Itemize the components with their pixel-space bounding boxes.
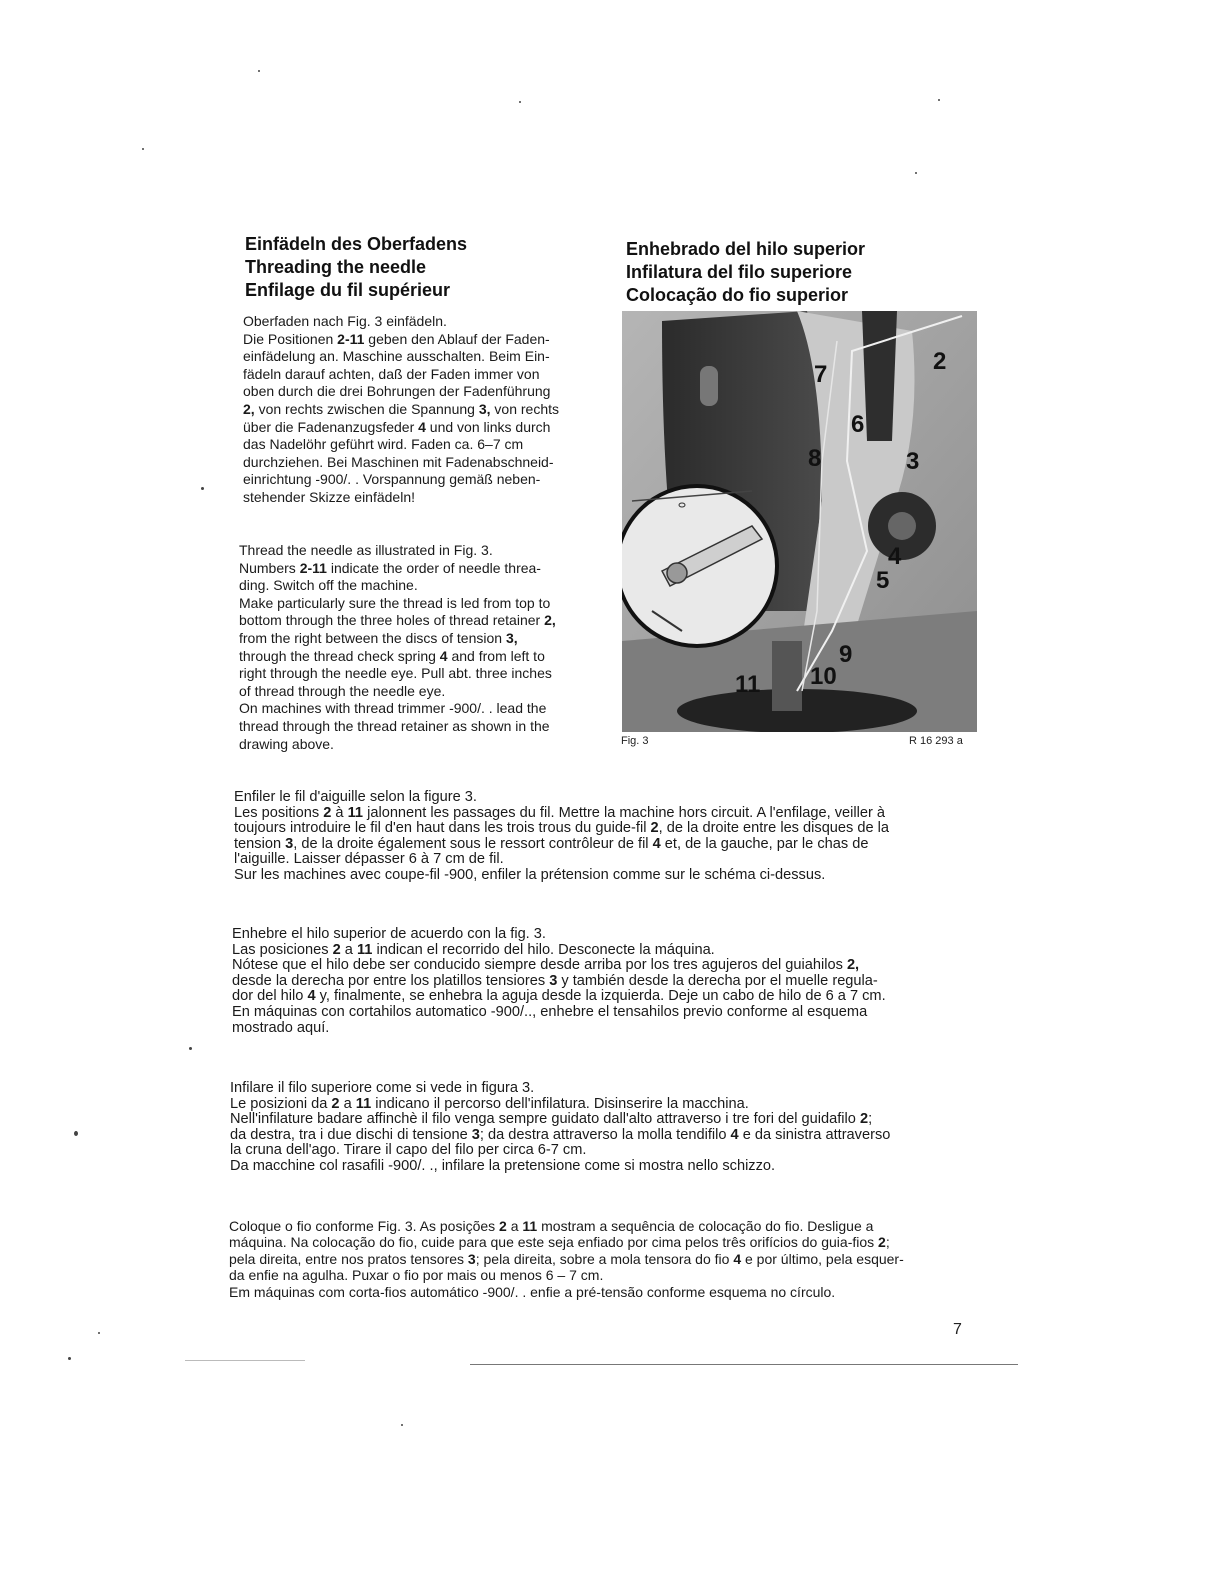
- text-line: Thread the needle as illustrated in Fig. 3.: [239, 542, 493, 558]
- page-number: 7: [953, 1321, 962, 1338]
- scan-speck: [189, 1047, 192, 1050]
- heading-italian: Infilatura del filo superiore: [626, 262, 853, 282]
- text-line: fädeln darauf achten, daß der Faden immer von: [243, 365, 540, 382]
- text-line: toujours introduire le fil d'en haut dans les trois trous du guide-fil 2, de la droite entre les disques de la: [234, 820, 890, 837]
- text-line: Infilare il filo superiore come si vede in figura 3.: [230, 1080, 535, 1096]
- text-line: desde la derecha por entre los platillos tensiores 3 y también desde la derecha por el muelle regula-: [232, 972, 878, 989]
- scan-speck: [98, 1332, 100, 1334]
- callout-4: 4: [888, 543, 902, 570]
- text-line: über die Fadenanzugsfeder 4 und von links durch: [243, 418, 551, 435]
- text-line: Les positions 2 à 11 jalonnent les passages du fil. Mettre la machine hors circuit. A l'enfilage, veiller à: [234, 804, 885, 821]
- text-line: Sur les machines avec coupe-fil -900, enfiler la prétension comme sur le schéma ci-dessus.: [234, 866, 826, 883]
- heading-portuguese: Colocação do fio superior: [626, 285, 849, 305]
- scan-speck: [938, 99, 940, 101]
- scan-rule: [185, 1360, 305, 1361]
- text-line: drawing above.: [239, 735, 334, 752]
- text-line: of thread through the needle eye.: [239, 682, 446, 699]
- text-line: da destra, tra i due dischi di tensione 3; da destra attraverso la molla tendifilo 4 e da sinistra attraverso: [230, 1126, 891, 1143]
- text-line: durchziehen. Bei Maschinen mit Fadenabschneid-: [243, 453, 554, 470]
- scan-speck: [401, 1424, 403, 1426]
- italian-paragraph: [230, 1081, 970, 1175]
- text-line: máquina. Na colocação do fio, cuide para que este seja enfiado por cima pelos três orifícios do guia-fios 2;: [229, 1234, 890, 1251]
- figure-reference: R 16 293 a: [909, 735, 963, 747]
- text-line: mostrado aquí.: [232, 1019, 330, 1036]
- callout-3: 3: [906, 448, 920, 475]
- text-line: einfädelung an. Maschine ausschalten. Beim Ein-: [243, 348, 550, 365]
- heading-french: Enfilage du fil supérieur: [245, 280, 451, 300]
- text-line: Le posizioni da 2 a 11 indicano il percorso dell'infilatura. Disinserire la macchina.: [230, 1095, 749, 1112]
- text-line: En máquinas con cortahilos automatico -900/.., enhebre el tensahilos previo conforme al esquema: [232, 1003, 868, 1020]
- text-line: Em máquinas com corta-fios automático -900/. . enfie a pré-tensão conforme esquema no círculo.: [229, 1283, 836, 1300]
- heading-spanish: Enhebrado del hilo superior: [626, 239, 866, 259]
- text-line: pela direita, entre nos pratos tensores 3; pela direita, sobre a mola tensora do fio 4 e por último, pela esquer-: [229, 1250, 904, 1267]
- scan-speck: [201, 487, 204, 490]
- text-line: Die Positionen 2-11 geben den Ablauf der Faden-: [243, 330, 550, 347]
- callout-9: 9: [839, 641, 853, 668]
- text-line: tension 3, de la droite également sous le ressort contrôleur de fil 4 et, de la gauche, par le chas de: [234, 835, 869, 852]
- callout-7: 7: [814, 361, 828, 388]
- text-line: Numbers 2-11 indicate the order of needle threa-: [239, 559, 541, 576]
- text-line: oben durch die drei Bohrungen der Fadenführung: [243, 383, 551, 400]
- text-line: Coloque o fio conforme Fig. 3. As posições 2 a 11 mostram a sequência de colocação do fio. Desligue a: [229, 1218, 874, 1234]
- scan-speck: [74, 1131, 78, 1136]
- text-line: Make particularly sure the thread is led from top to: [239, 594, 551, 611]
- scan-speck: [915, 172, 917, 174]
- figure-caption: Fig. 3: [621, 735, 649, 747]
- heading-english: Threading the needle: [245, 257, 427, 277]
- text-line: On machines with thread trimmer -900/. . lead the: [239, 700, 547, 717]
- left-heading-block: [245, 233, 467, 302]
- callout-2: 2: [933, 348, 947, 375]
- scan-speck: [68, 1357, 71, 1360]
- scan-speck: [142, 148, 144, 150]
- text-line: einrichtung -900/. . Vorspannung gemäß neben-: [243, 471, 541, 488]
- text-line: Da macchine col rasafili -900/. ., infilare la pretensione come si mostra nello schizzo.: [230, 1157, 776, 1174]
- callout-10: 10: [810, 663, 837, 690]
- callout-8: 8: [808, 445, 822, 472]
- text-line: right through the needle eye. Pull abt. three inches: [239, 665, 552, 682]
- text-line: Enhebre el hilo superior de acuerdo con la fig. 3.: [232, 926, 546, 942]
- text-line: l'aiguille. Laisser dépasser 6 à 7 cm de fil.: [234, 851, 504, 868]
- text-line: stehender Skizze einfädeln!: [243, 488, 415, 505]
- english-paragraph: [239, 542, 599, 753]
- text-line: das Nadelöhr geführt wird. Faden ca. 6–7 cm: [243, 436, 524, 453]
- text-line: da enfie na agulha. Puxar o fio por mais ou menos 6 – 7 cm.: [229, 1267, 604, 1284]
- text-line: Nótese que el hilo debe ser conducido siempre desde arriba por los tres agujeros del guiahilos 2,: [232, 957, 860, 974]
- text-line: 2, von rechts zwischen die Spannung 3, von rechts: [243, 400, 559, 417]
- figure-3-photo: [622, 311, 977, 732]
- scan-rule: [470, 1364, 1018, 1365]
- sewing-machine-illustration: [622, 311, 977, 732]
- text-line: ding. Switch off the machine.: [239, 577, 418, 594]
- french-paragraph: [234, 790, 974, 884]
- heading-german: Einfädeln des Oberfadens: [245, 234, 468, 254]
- portuguese-paragraph: [229, 1218, 974, 1300]
- text-line: through the thread check spring 4 and from left to: [239, 647, 545, 664]
- callout-11: 11: [735, 671, 761, 698]
- spanish-paragraph: [232, 927, 972, 1036]
- text-line: Enfiler le fil d'aiguille selon la figure 3.: [234, 789, 477, 805]
- scan-speck: [258, 70, 260, 72]
- text-line: la cruna dell'ago. Tirare il capo del filo per circa 6-7 cm.: [230, 1142, 587, 1159]
- text-line: Las posiciones 2 a 11 indican el recorrido del hilo. Desconecte la máquina.: [232, 941, 715, 958]
- german-paragraph: [243, 313, 603, 507]
- text-line: from the right between the discs of tension 3,: [239, 629, 518, 646]
- right-heading-block: [626, 238, 865, 307]
- text-line: thread through the thread retainer as shown in the: [239, 717, 550, 734]
- text-line: Nell'infilature badare affinchè il filo venga sempre guidato dall'alto attraverso i tre fori del guidafilo 2;: [230, 1111, 873, 1128]
- text-line: Oberfaden nach Fig. 3 einfädeln.: [243, 313, 447, 329]
- scan-speck: [519, 101, 521, 103]
- callout-6: 6: [851, 411, 865, 438]
- text-line: dor del hilo 4 y, finalmente, se enhebra la aguja desde la izquierda. Deje un cabo de hilo de 6 a 7 cm.: [232, 988, 886, 1005]
- text-line: bottom through the three holes of thread retainer 2,: [239, 612, 556, 629]
- callout-5: 5: [876, 567, 890, 594]
